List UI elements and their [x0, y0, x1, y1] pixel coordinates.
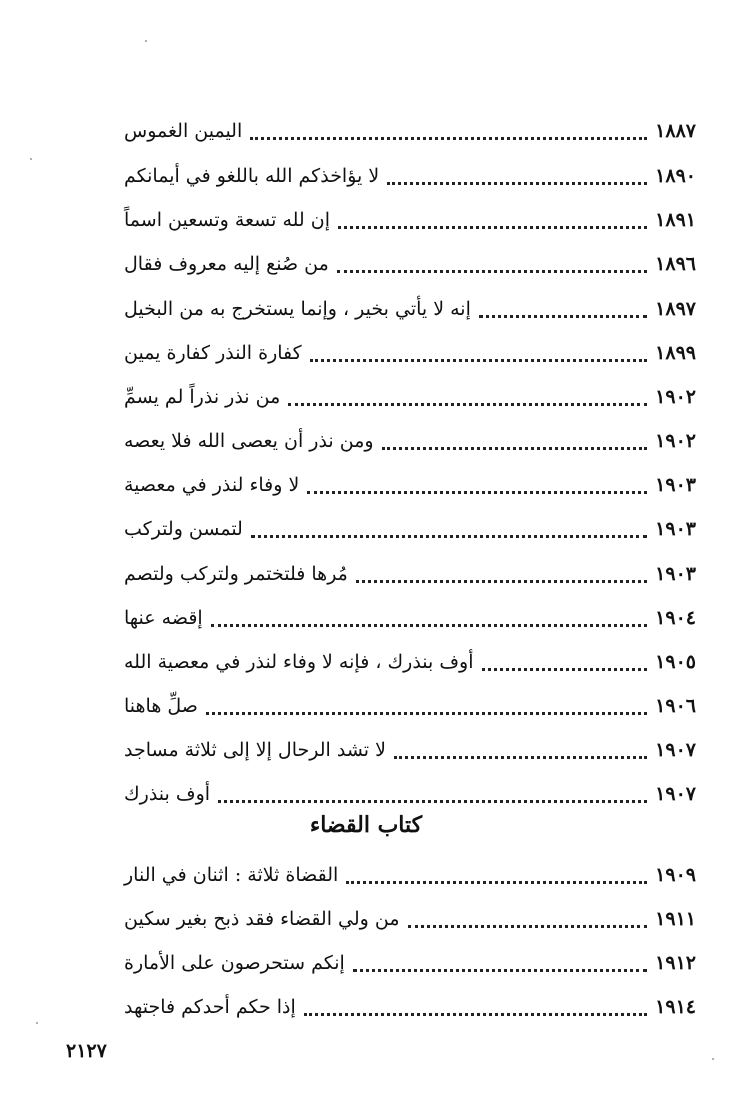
entry-title: لا وفاء لنذر في معصية — [124, 474, 300, 496]
entry-page-number: ١٨٨٧ — [655, 120, 696, 142]
folio-page-number: ٢١٢٧ — [66, 1040, 107, 1062]
index-entry — [118, 378, 696, 412]
index-entry — [118, 112, 696, 146]
entry-page-number: ١٩٠٢ — [655, 386, 696, 408]
index-entry — [118, 334, 696, 368]
dot-leader — [251, 515, 647, 538]
entry-title: اليمين الغموس — [124, 120, 243, 142]
entry-title: أوف بنذرك ، فإنه لا وفاء لنذر في معصية الله — [124, 651, 474, 673]
entry-page-number: ١٩٠٧ — [655, 783, 696, 805]
entry-page-number: ١٩٠٦ — [655, 695, 696, 717]
scan-speck — [145, 40, 147, 42]
entry-title: مُرها فلتختمر ولتركب ولتصم — [124, 563, 348, 585]
entry-page-number: ١٨٩١ — [655, 209, 696, 231]
dot-leader — [310, 339, 647, 362]
entry-title: من ولي القضاء فقد ذبح بغير سكين — [124, 908, 400, 930]
entry-title: ومن نذر أن يعصى الله فلا يعصه — [124, 430, 374, 452]
entry-page-number: ١٨٩٠ — [655, 165, 696, 187]
entry-page-number: ١٨٩٧ — [655, 298, 696, 320]
dot-leader — [206, 692, 647, 715]
entry-title: القضاة ثلاثة : اثنان في النار — [124, 864, 339, 886]
dot-leader — [304, 993, 647, 1016]
index-entry — [118, 157, 696, 191]
dot-leader — [482, 648, 648, 671]
entry-title: من نذر نذراً لم يسمِّ — [124, 386, 281, 408]
entry-title: صلِّ هاهنا — [124, 695, 198, 717]
index-entry — [118, 988, 696, 1022]
dot-leader — [338, 206, 647, 229]
entry-title: من صُنع إليه معروف فقال — [124, 253, 329, 275]
entry-page-number: ١٨٩٦ — [655, 253, 696, 275]
entry-page-number: ١٩٠٢ — [655, 430, 696, 452]
entry-title: كفارة النذر كفارة يمين — [124, 342, 302, 364]
scan-speck — [712, 1058, 714, 1060]
entry-page-number: ١٩٠٧ — [655, 739, 696, 761]
dot-leader — [356, 560, 647, 583]
entry-page-number: ١٩٠٩ — [655, 864, 696, 886]
dot-leader — [353, 949, 647, 972]
entry-title: أوف بنذرك — [124, 783, 211, 805]
dot-leader — [211, 604, 647, 627]
index-entry — [118, 466, 696, 500]
entry-page-number: ١٩٠٣ — [655, 518, 696, 540]
index-entry — [118, 510, 696, 544]
dot-leader — [382, 427, 648, 450]
entry-page-number: ١٩١١ — [655, 908, 696, 930]
dot-leader — [218, 780, 647, 803]
dot-leader — [288, 383, 647, 406]
entry-page-number: ١٩٠٣ — [655, 563, 696, 585]
index-entry — [118, 422, 696, 456]
dot-leader — [337, 250, 647, 273]
index-entry — [118, 731, 696, 765]
entry-title: إقضه عنها — [124, 607, 203, 629]
entry-title: لتمسن ولتركب — [124, 518, 243, 540]
entry-title: إن لله تسعة وتسعين اسماً — [124, 209, 330, 231]
dot-leader — [387, 162, 647, 185]
entry-title: إذا حكم أحدكم فاجتهد — [124, 996, 296, 1018]
entry-page-number: ١٩١٢ — [655, 952, 696, 974]
index-entry — [118, 643, 696, 677]
entry-page-number: ١٨٩٩ — [655, 342, 696, 364]
dot-leader — [250, 117, 647, 140]
entry-page-number: ١٩٠٤ — [655, 607, 696, 629]
entry-title: لا تشد الرحال إلا إلى ثلاثة مساجد — [124, 739, 386, 761]
index-entry — [118, 201, 696, 235]
section-heading: كتاب القضاء — [309, 812, 423, 838]
dot-leader — [408, 905, 648, 928]
index-entry — [118, 290, 696, 324]
index-entry — [118, 856, 696, 890]
index-entry — [118, 900, 696, 934]
dot-leader — [307, 471, 647, 494]
entry-page-number: ١٩٠٥ — [655, 651, 696, 673]
index-entry — [118, 599, 696, 633]
entry-title: إنه لا يأتي بخير ، وإنما يستخرج به من البخيل — [124, 298, 471, 320]
entry-title: إنكم ستحرصون على الأمارة — [124, 952, 345, 974]
dot-leader — [394, 736, 647, 759]
entry-title: لا يؤاخذكم الله باللغو في أيمانكم — [124, 165, 380, 187]
scan-speck — [30, 158, 32, 160]
scan-speck — [36, 1022, 38, 1024]
index-entry — [118, 245, 696, 279]
index-entry — [118, 687, 696, 721]
index-entry — [118, 944, 696, 978]
entry-page-number: ١٩٠٣ — [655, 474, 696, 496]
index-entry — [118, 555, 696, 589]
dot-leader — [346, 861, 647, 884]
entry-page-number: ١٩١٤ — [655, 996, 696, 1018]
index-entry — [118, 775, 696, 809]
dot-leader — [479, 295, 647, 318]
